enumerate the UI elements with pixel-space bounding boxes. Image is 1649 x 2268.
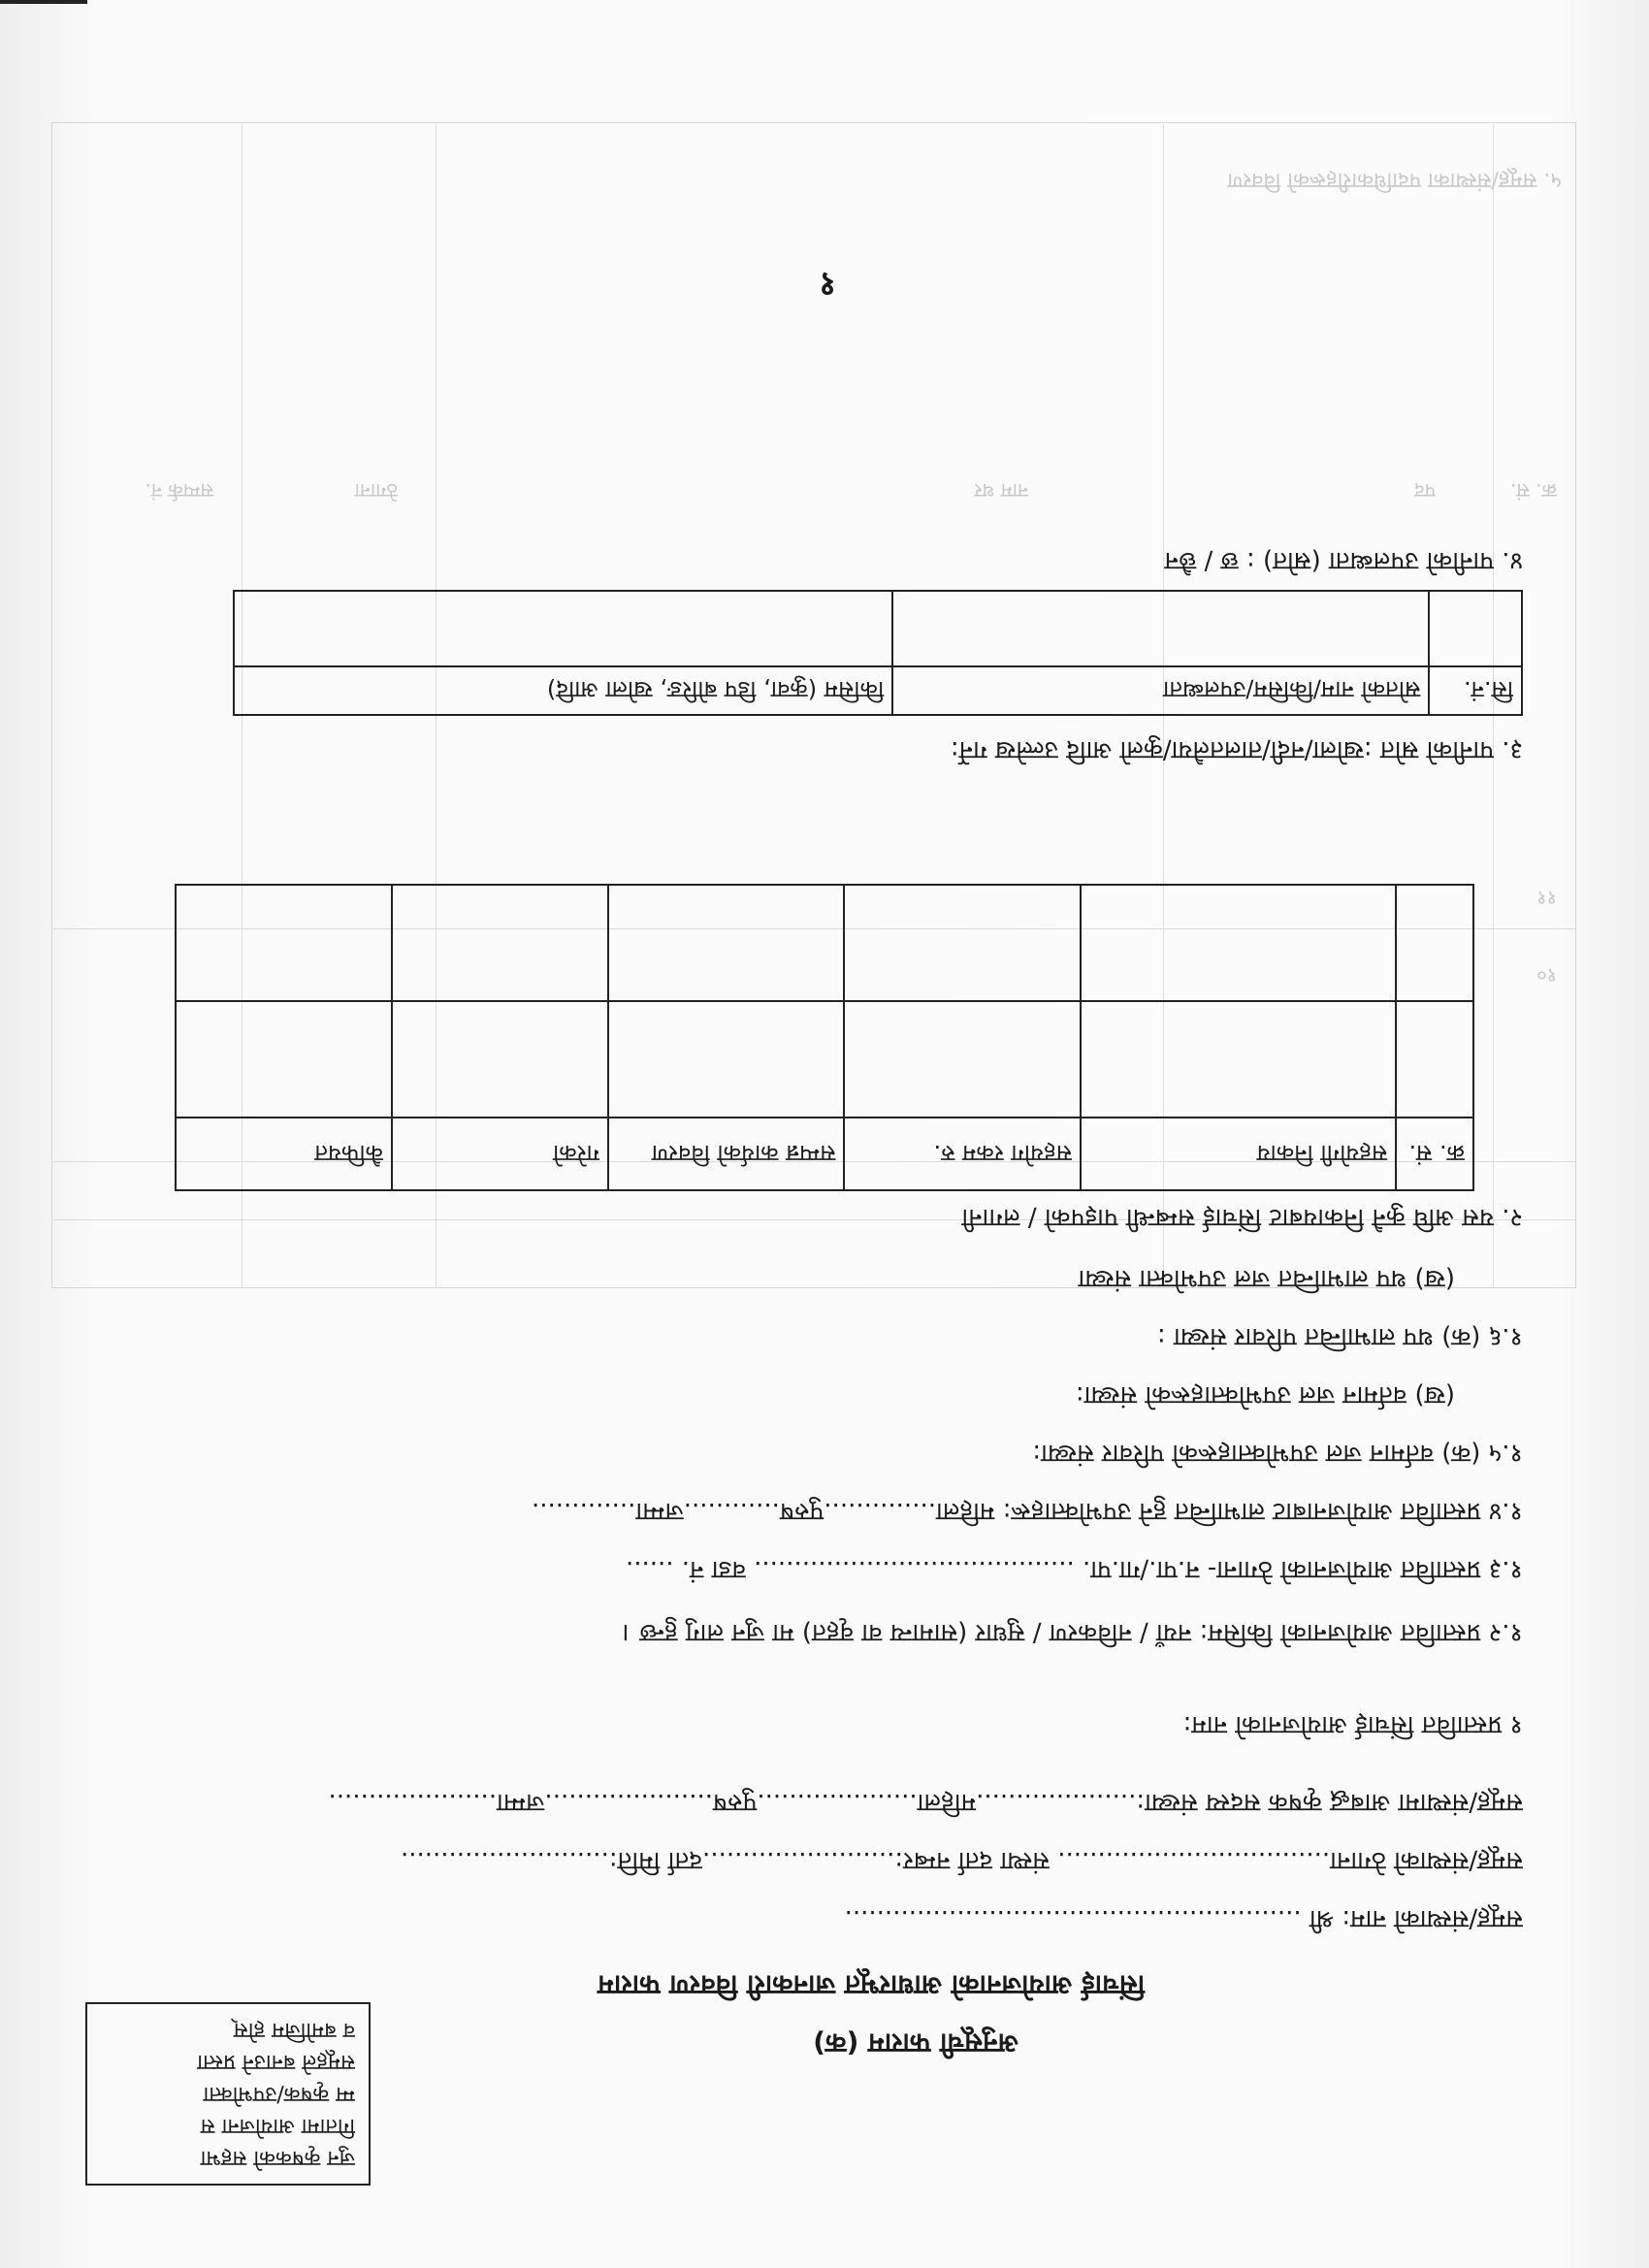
- question-1-2: १.२ प्रस्तावित आयोजनाको किसिम: नयाँ / नविकरण / सुधार (सामान्य वा वृहत) मा जुन लागु हुन्छ ।: [622, 1618, 1523, 1647]
- notice-box: [85, 2002, 371, 2186]
- table-header-cell: सि.नं.: [1429, 666, 1522, 715]
- table-header-cell: क्र. सं.: [1396, 1118, 1473, 1190]
- notice-line: गितामा आयोजना स: [200, 2114, 355, 2138]
- table-cell: [608, 885, 844, 1001]
- question-1: १ प्रस्तावित सिंचाई आयोजनाको नाम:: [1182, 1710, 1523, 1739]
- table-header-cell: सहयोगी निकाय: [1081, 1118, 1396, 1190]
- bleed-through-text: ११: [1536, 887, 1557, 910]
- bleed-through-section-label: ५. समूह/संस्थाका पदाधिकारीहरूको विवरण: [1227, 168, 1562, 192]
- bleed-through-text: नाम थर: [974, 479, 1028, 502]
- table-cell: [844, 1001, 1080, 1118]
- bleed-through-text: सम्पर्क नं.: [145, 479, 213, 502]
- table-header-cell: गरेको: [392, 1118, 608, 1190]
- table-cell: [176, 1001, 392, 1118]
- table-cell: [392, 1001, 608, 1118]
- bleed-through-text: क्र. सं.: [1510, 479, 1557, 502]
- bleed-through-text: पद: [1414, 479, 1436, 502]
- table-cell: [1081, 885, 1396, 1001]
- table-cell: [1081, 1001, 1396, 1118]
- table-cell: [176, 885, 392, 1001]
- table-row: [176, 1001, 1473, 1118]
- table-header-row: [176, 1118, 1473, 1190]
- bleed-through-text: १०: [1536, 964, 1557, 988]
- table-header-cell: किसिम (कुवा, डिप बोरिङ, खोला आदि): [234, 666, 892, 715]
- question-1-5b: (ख) वर्तमान जल उपभोक्ताहरूको संख्या:: [1075, 1380, 1455, 1409]
- table-header-cell: सहयोग रकम रु.: [844, 1118, 1080, 1190]
- table-cell: [844, 885, 1080, 1001]
- table-cell: [1429, 591, 1522, 666]
- notice-line: व बमोजिम होस्: [233, 2018, 355, 2042]
- table-cell: [234, 591, 892, 666]
- question-1-6a: १.६ (क) थप लाभान्वित परिवार संख्या :: [1156, 1322, 1523, 1351]
- question-2: २. यस अघि कुनै निकायबाट सिंचाई सम्बन्धी पाइपको / लगानी: [961, 1203, 1523, 1232]
- table-cell: [892, 591, 1429, 666]
- question-1-6b: (ख) थप लाभान्वित जल उपभोक्ता संख्या: [1078, 1264, 1455, 1293]
- notice-line: जुन कृषकको सहभा: [200, 2146, 355, 2170]
- question-3: ३. पानीको स्रोत :खोला/नदी/तालतलैया/कुलो आदि उल्लेख गर्ने:: [950, 735, 1523, 764]
- page-number: १: [819, 265, 836, 304]
- question-1-3: १.३ प्रस्तावित आयोजनाको ठेगाना- न.पा./गा.पा. ........................................ वडा नं. ......: [625, 1555, 1523, 1584]
- table-cell: [1396, 885, 1473, 1001]
- annex-title: अनुसूची फाराम (क): [813, 2027, 1018, 2059]
- table-header-cell: कैफियत: [176, 1118, 392, 1190]
- bleed-through-text: ठेगाना: [354, 479, 398, 502]
- question-4: ४. पानीको उपलब्धता (स्रोत) : छ / छैन: [1164, 546, 1523, 575]
- water-source-table: [233, 590, 1523, 716]
- table-header-cell: स्रोतको नाम/किसिम/उपलब्धता: [892, 666, 1429, 715]
- group-address-field: समूह/संस्थाको ठेगाना.................................. संस्था दर्ता नम्बर:........................दर्ता मिति:..........................: [400, 1846, 1523, 1875]
- question-1-4: १.४ प्रस्तावित आयोजनाबाट लाभान्वित हुने उपभोक्ताहरू: महिला..............पुरुष............जम्मा.............: [531, 1497, 1523, 1526]
- question-1-5a: १.५ (क) वर्तमान जल उपभोक्ताहरूको परिवार संख्या:: [1032, 1439, 1523, 1468]
- table-header-row: [234, 666, 1522, 715]
- group-name-field: समूह/संस्थाको नाम: श्री .........................................................: [844, 1904, 1523, 1933]
- table-cell: [1396, 1001, 1473, 1118]
- table-cell: [392, 885, 608, 1001]
- members-field: समूह/संस्थामा आबद्ध कृषक सदस्य संख्या:....................महिला....................पुरुष.....................जम्मा.....................: [328, 1788, 1523, 1817]
- table-row: [234, 591, 1522, 666]
- notice-line: म्म कृषक/उपभोक्ता: [203, 2082, 355, 2106]
- table-row: [176, 885, 1473, 1001]
- main-title: सिंचाई आयोजनाको आधारभूत जानकारी विवरण फाराम: [598, 1969, 1145, 2001]
- table-header-cell: सम्पन्न कार्यको विवरण: [608, 1118, 844, 1190]
- table-cell: [608, 1001, 844, 1118]
- notice-line: समूहले बनाउने प्रस्ता: [197, 2050, 355, 2074]
- support-table: [175, 884, 1474, 1191]
